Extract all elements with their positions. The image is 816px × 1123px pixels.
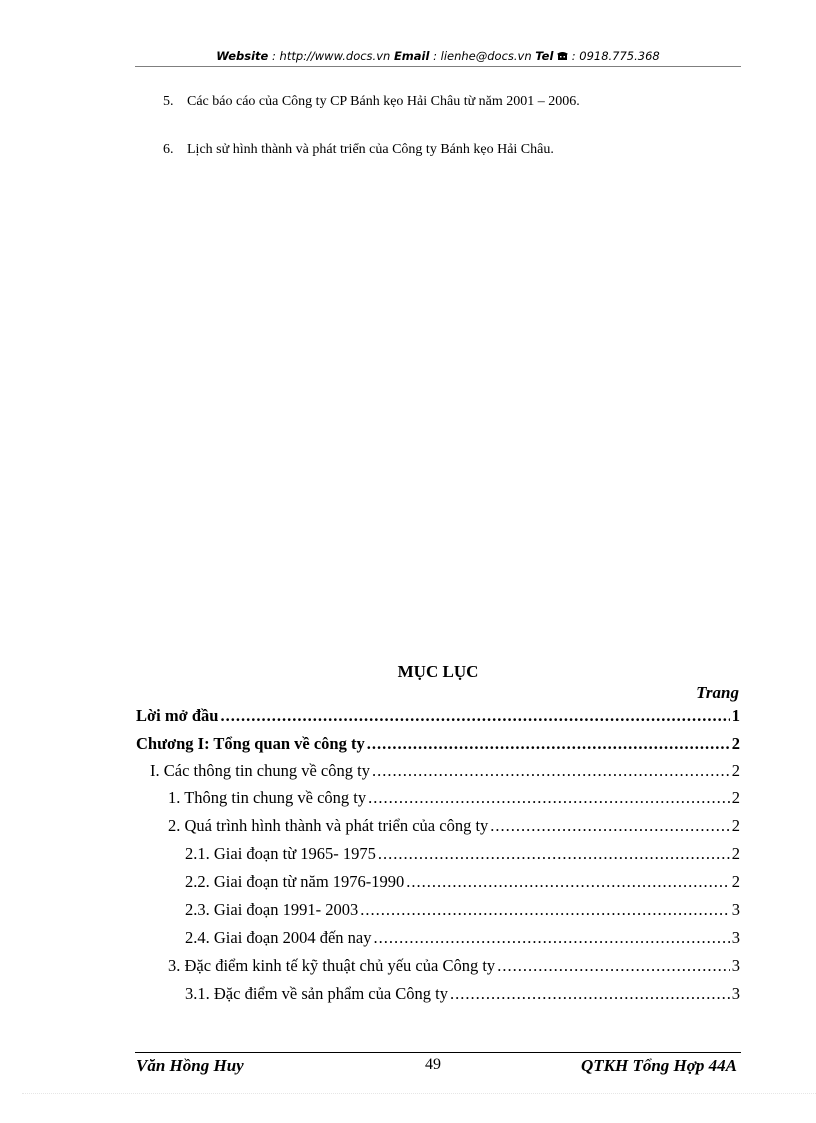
reference-number: 5.: [163, 94, 174, 109]
toc-entry[interactable]: [168, 788, 740, 808]
toc-entry-text: 2.3. Giai đoạn 1991- 2003: [185, 900, 359, 919]
toc-entry-page: 3: [731, 984, 740, 1003]
reference-number: 6.: [163, 142, 174, 157]
email-value: : lienhe@docs.vn: [429, 49, 536, 63]
phone-icon: [557, 51, 568, 61]
toc-leader-dots: [490, 816, 729, 836]
reference-item: [163, 142, 554, 158]
toc-entry-page: 2: [731, 816, 740, 835]
toc-entry-text: 1. Thông tin chung về công ty: [168, 788, 367, 807]
toc-entry-text: Chương I: Tổng quan về công ty: [136, 734, 365, 753]
page-header: [135, 48, 741, 67]
toc-leader-dots: [406, 872, 729, 892]
website-value: : http://www.docs.vn: [268, 49, 394, 63]
toc-leader-dots: [450, 984, 730, 1004]
page-bottom-divider: [22, 1093, 816, 1094]
toc-entry-text: I. Các thông tin chung về công ty: [150, 761, 370, 780]
toc-leader-dots: [372, 761, 730, 781]
toc-entry-text: Lời mở đầu: [136, 706, 219, 725]
toc-leader-dots: [374, 928, 730, 948]
toc-leader-dots: [220, 706, 729, 726]
toc-entry-page: 2: [731, 844, 740, 863]
toc-entry[interactable]: [136, 734, 740, 754]
toc-entry-text: 2.4. Giai đoạn 2004 đến nay: [185, 928, 372, 947]
toc-leader-dots: [360, 900, 730, 920]
reference-item: [163, 94, 580, 110]
page-footer: [135, 1052, 741, 1083]
toc-entry-text: 2. Quá trình hình thành và phát triển của công ty: [168, 816, 489, 835]
toc-leader-dots: [368, 788, 730, 808]
page-number: 49: [425, 1056, 441, 1073]
toc-entry-page: 2: [731, 788, 740, 807]
toc-entry[interactable]: [168, 956, 740, 976]
toc-page-column-label: Trang: [696, 683, 739, 702]
toc-entry-page: 2: [731, 872, 740, 891]
toc-entry-page: 2: [731, 761, 740, 780]
toc-entry[interactable]: [185, 984, 740, 1004]
toc-leader-dots: [497, 956, 730, 976]
toc-leader-dots: [367, 734, 730, 754]
toc-entry[interactable]: [185, 872, 740, 892]
reference-text: Lịch sử hình thành và phát triển của Công ty Bánh kẹo Hải Châu.: [187, 142, 554, 157]
toc-entry-page: 3: [731, 900, 740, 919]
toc-entry[interactable]: [150, 761, 740, 781]
toc-entry-text: 3. Đặc điểm kinh tế kỹ thuật chủ yếu của Công ty: [168, 956, 496, 975]
tel-value: : 0918.775.368: [568, 49, 660, 63]
reference-text: Các báo cáo của Công ty CP Bánh kẹo Hải Châu từ năm 2001 – 2006.: [187, 94, 580, 109]
footer-author: Văn Hồng Huy: [136, 1056, 244, 1075]
toc-entry-text: 3.1. Đặc điểm về sản phẩm của Công ty: [185, 984, 449, 1003]
toc-title: MỤC LỤC: [397, 662, 479, 681]
toc-entry-text: 2.2. Giai đoạn từ năm 1976-1990: [185, 872, 405, 891]
toc-entry[interactable]: [185, 844, 740, 864]
toc-entry[interactable]: [136, 706, 740, 726]
toc-entry[interactable]: [185, 928, 740, 948]
toc-leader-dots: [378, 844, 730, 864]
toc-entry-page: 2: [731, 734, 740, 753]
footer-class: QTKH Tổng Hợp 44A: [581, 1056, 737, 1075]
toc-entry[interactable]: [168, 816, 740, 836]
toc-entry-page: 3: [731, 956, 740, 975]
toc-entry-page: 1: [731, 706, 740, 725]
toc-entry-text: 2.1. Giai đoạn từ 1965- 1975: [185, 844, 376, 863]
toc-entry[interactable]: [185, 900, 740, 920]
website-label: Website: [216, 49, 269, 63]
tel-label: Tel: [535, 49, 554, 63]
toc-entry-page: 3: [731, 928, 740, 947]
email-label: Email: [393, 49, 430, 63]
